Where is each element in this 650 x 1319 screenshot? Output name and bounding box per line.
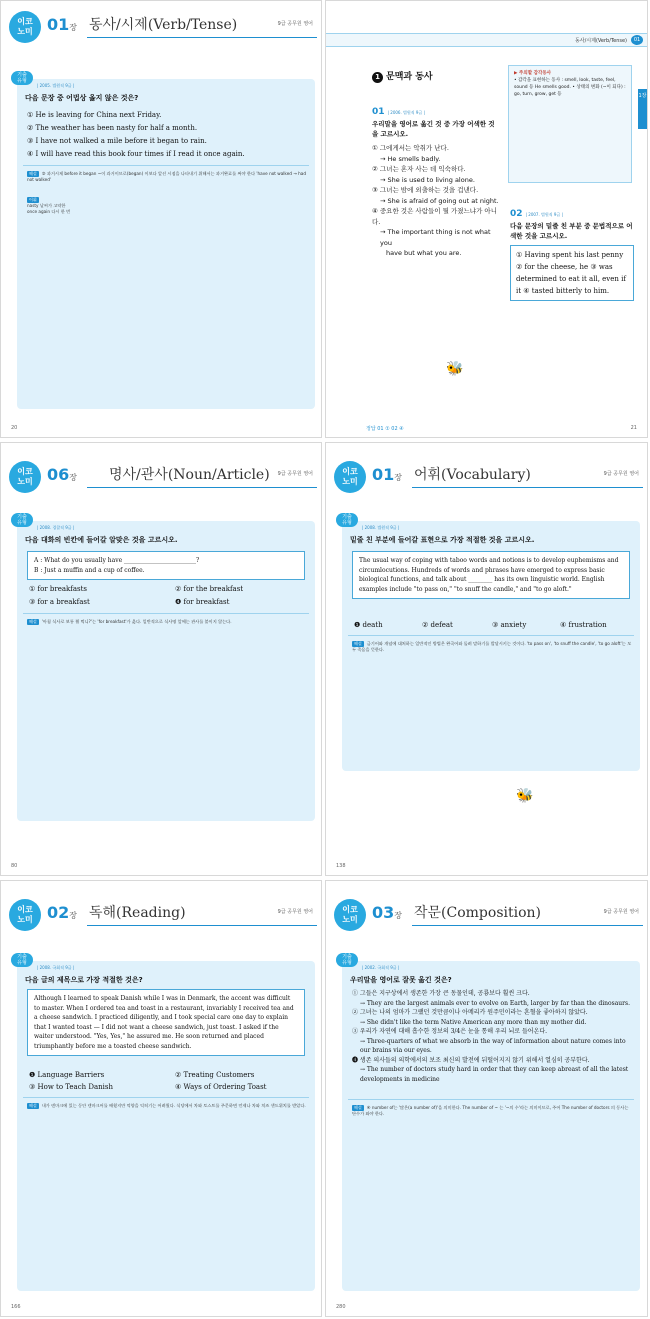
spread-3 — [0, 880, 650, 1317]
mascot-icon: 🐝 — [446, 361, 464, 377]
page-left-2 — [0, 442, 322, 876]
chapter-tag: 9급 공무원 영어 — [603, 471, 639, 477]
running-header-title: 동사/시제(Verb/Tense) — [574, 38, 627, 44]
option-2: ② Treating Customers — [175, 1071, 255, 1079]
passage-box: Although I learned to speak Danish while I was in Denmark, the accent was difficult to master. When I ordered tea and toast in a restaurant, invariably I received tea and a cheese sandwich. I practiced diligently, and I took special care one day to explain that I wanted toast — I did not want a cheese sandwich, just toast. I asked if the waiter understood. "Yes, Yes," he assured me. He soon returned and placed triumphantly before me a toasted cheese sandwich. — [27, 989, 305, 1056]
mini-badge: 기출 유형 — [11, 71, 33, 85]
mini-badge: 기출 유형 — [336, 513, 358, 527]
question-prompt: 다음 글의 제목으로 가장 적절한 것은? — [25, 976, 143, 984]
chapter-title: 작문(Composition) — [414, 905, 541, 921]
chapter-title: 독해(Reading) — [89, 905, 186, 921]
question-prompt: 다음 문장 중 어법상 옳지 않은 것은? — [25, 94, 139, 102]
header-rule — [87, 487, 317, 488]
header-rule — [87, 925, 317, 926]
page-right-2 — [325, 442, 648, 876]
dialogue-box: A : What do you usually have ________________________? B : Just a muffin and a cup of coffee. — [27, 551, 305, 580]
side-tab[interactable]: 1장 — [638, 89, 647, 129]
mini-badge: 기출 유형 — [11, 953, 33, 967]
page-number: 20 — [11, 425, 18, 431]
ikonomi-badge: 이코 노미 — [9, 11, 41, 43]
page-number: 280 — [336, 1304, 346, 1310]
mini-badge: 기출 유형 — [11, 513, 33, 527]
ikonomi-badge: 이코 노미 — [334, 899, 366, 931]
q1-number: 01 | 2006. 법원직 9급 | — [372, 107, 425, 117]
explanation-text: 금기어와 개념에 대처하는 일반적인 방법은 완곡어와 돌려 말하기를 발달시키는 것이다. 'to pass on', 'to snuff the candle', 'to go aloft'는 모두 죽음을 뜻한다. — [352, 641, 632, 653]
separator — [23, 165, 309, 166]
vocab — [27, 197, 307, 216]
ikonomi-badge: 이코 노미 — [9, 461, 41, 493]
passage-box: The usual way of coping with taboo words and notions is to develop euphemisms and circumlocutions. Hundreds of words and phrases have emerged to express basic biological functions, and talk about ________ has its own linguistic world. English examples include "to pass on," "to snuff the candle," and "to go aloft." — [352, 551, 630, 599]
separator — [23, 613, 309, 614]
info-box — [508, 65, 632, 183]
chapter-header — [1, 451, 321, 491]
spread-2 — [0, 442, 650, 878]
chapter-tag: 9급 공무원 영어 — [277, 909, 313, 915]
header-rule — [87, 37, 317, 38]
problem-box — [17, 954, 315, 1291]
chapter-tag: 9급 공무원 영어 — [277, 21, 313, 27]
option-2: ② defeat — [422, 621, 453, 629]
running-header — [326, 33, 647, 47]
explanation-label: 해설 — [354, 641, 362, 646]
chapter-title: 어휘(Vocabulary) — [414, 467, 531, 483]
option-4: ④ frustration — [560, 621, 607, 629]
question-prompt: 우리말을 영어로 잘못 옮긴 것은? — [350, 976, 452, 984]
explanation — [352, 1105, 632, 1117]
explanation-text: '아침 식사로 보통 뭘 먹니?'는 'for breakfast'가 옳다. 일반적으로 식사명 앞에는 관사를 붙이지 않는다. — [41, 619, 232, 624]
q2-sentence: ① Having spent his last penny ② for the cheese, he ③ was determined to eat it all, even if it ④ tasted bitterly to him. — [510, 245, 634, 301]
page-number: 80 — [11, 863, 18, 869]
option-4: ❹ for breakfast — [175, 598, 230, 606]
question-source: | 2008. 국회직 9급 | — [37, 965, 75, 970]
question-prompt: 다음 대화의 빈칸에 들어갈 알맞은 것을 고르시오. — [25, 536, 178, 544]
section-number: 1 — [372, 72, 383, 83]
q2-prompt: 다음 문장의 밑줄 친 부분 중 문법적으로 어색한 것을 고르시오. — [510, 222, 633, 240]
chapter-number: 01장 — [47, 15, 77, 34]
info-box-title: ▶ 주의할 감각동사 — [514, 71, 552, 76]
page-number: 138 — [336, 863, 346, 869]
page-right-1 — [325, 0, 648, 438]
mascot-icon: 🐝 — [516, 788, 534, 804]
chapter-header — [326, 889, 647, 929]
q1-prompt: 우리말을 영어로 옮긴 것 중 가장 어색한 것을 고르시오. — [372, 120, 495, 138]
problem-box — [342, 514, 640, 771]
separator — [348, 635, 634, 636]
translation-items: ① 그들은 지구상에서 생존한 가장 큰 동물인데, 공룡보다 훨씬 크다. → They are the largest animals ever to evolve on Earth, larger by far than the dinosaurs. ② 그녀는 나의 엄마가 그랬던 것만큼이나 아메리카 원주민이라는 혼혈을 좋아하지 않았다. → She didn't like the term Native American any more than my mother did. ③ 우리가 자연에 대해 흡수한 정보의 3/4은 눈을 통해 우리 뇌로 들어온다. → Three-quarters of what we absorb in the way of information about nature comes into our brains via our eyes. ❹ 생존 의사들의 의학에서의 보조 최신의 발전에 뒤떨어지지 않기 위해서 열심히 공부한다. → The number of doctors study hard in order that they can keep abreast of all the latest developments in medicine — [352, 990, 630, 1083]
option-1: ① for breakfasts — [29, 585, 88, 593]
option-3: ③ I have not walked a mile before it began to rain. — [27, 137, 207, 145]
answer-footer: 정답 01 ① 02 ④ — [366, 426, 404, 432]
chapter-tag: 9급 공무원 영어 — [277, 471, 313, 477]
page-left-3 — [0, 880, 322, 1317]
question-prompt: 밑줄 친 부분에 들어갈 표현으로 가장 적절한 것을 고르시오. — [350, 536, 535, 544]
chapter-number: 01장 — [372, 465, 402, 484]
chapter-header — [1, 889, 321, 929]
separator — [23, 1097, 309, 1098]
header-rule — [412, 487, 643, 488]
problem-box — [342, 954, 640, 1291]
explanation-label: 해설 — [29, 1103, 37, 1108]
chapter-title: 명사/관사(Noun/Article) — [109, 467, 270, 483]
q1-items: ① 그에게서는 악취가 난다. → He smells badly. ② 그녀는 혼자 사는 데 익숙하다. → She is used to living alone. ③ 그녀는 밤에 외출하는 것을 겁낸다. → She is afraid of going out at night. ④ 중요한 것은 사람들이 뭘 가졌느냐가 아니다. → The important thing is not what you have but what you are. — [372, 144, 499, 257]
explanation — [27, 171, 307, 183]
chapter-number: 03장 — [372, 903, 402, 922]
explanation-label: 해설 — [29, 171, 37, 176]
page-badge: 01 — [631, 35, 643, 45]
vocab-label: 어휘 — [29, 197, 37, 202]
explanation-text: ③ 과거시제 before it began ~이 과거이므로(began) 이보다 앞선 시점을 나타내기 위해서는 과거완료를 써야 한다 'have not walked → had not walked' — [27, 171, 306, 183]
vocab-item: once again 다시 한 번 — [27, 209, 71, 215]
ikonomi-badge: 이코 노미 — [9, 899, 41, 931]
explanation — [352, 641, 632, 653]
problem-box — [17, 514, 315, 821]
explanation-text: 내가 덴마크에 있는 동안 덴마크어를 배웠지만 억양을 익히기는 어려웠다. 식당에서 차와 토스트를 주문하면 언제나 차와 치즈 샌드위치를 받았다. — [41, 1103, 306, 1108]
question-source: | 2005. 법원직 9급 | — [37, 83, 75, 88]
option-2: ② The weather has been nasty for half a month. — [27, 124, 198, 132]
page-number: 21 — [630, 425, 637, 431]
explanation-text: ④ number of는 '많은(a number of)'을 의미한다. The number of ~ 는 '~의 수'라는 의미이므로, 주어 The number of doctors 의 동사는 단수가 와야 한다. — [352, 1105, 629, 1117]
chapter-header — [326, 451, 647, 491]
ikonomi-badge: 이코 노미 — [334, 461, 366, 493]
q2-number: 02 | 2007. 법원직 9급 | — [510, 209, 563, 219]
separator — [348, 1099, 634, 1100]
option-3: ③ How to Teach Danish — [29, 1083, 114, 1091]
option-1: ❶ Language Barriers — [29, 1071, 105, 1079]
option-4: ④ I will have read this book four times if I read it once again. — [27, 150, 245, 158]
option-4: ④ Ways of Ordering Toast — [175, 1083, 267, 1091]
page-number: 166 — [11, 1304, 21, 1310]
section-title: 1 문맥과 동사 — [372, 69, 433, 83]
header-rule — [412, 925, 643, 926]
option-1: ① He is leaving for China next Friday. — [27, 111, 162, 119]
problem-box — [17, 72, 315, 409]
chapter-number: 02장 — [47, 903, 77, 922]
spread-1 — [0, 0, 650, 440]
option-3: ③ anxiety — [492, 621, 527, 629]
explanation — [27, 1103, 307, 1109]
chapter-title: 동사/시제(Verb/Tense) — [89, 17, 238, 33]
chapter-header — [1, 1, 321, 41]
mini-badge: 기출 유형 — [336, 953, 358, 967]
info-box-text: • 감각을 표현하는 동사 : smell, look, taste, feel, sound 등 He smells good. • 상태의 변화 (~이 되다) : go, turn, grow, get 등 — [514, 78, 626, 97]
explanation-label: 해설 — [29, 619, 37, 624]
page-left-1 — [0, 0, 322, 438]
question-source: | 2008. 경찰직 9급 | — [37, 525, 75, 530]
option-3: ③ for a breakfast — [29, 598, 90, 606]
option-2: ② for the breakfast — [175, 585, 244, 593]
question-source: | 2008. 법원직 9급 | — [362, 525, 400, 530]
chapter-tag: 9급 공무원 영어 — [603, 909, 639, 915]
explanation-label: 해설 — [354, 1105, 362, 1110]
option-1: ❶ death — [354, 621, 383, 629]
page-right-3 — [325, 880, 648, 1317]
vocab-item: nasty 날씨가 고약한 — [27, 203, 66, 209]
chapter-number: 06장 — [47, 465, 77, 484]
question-source: | 2002. 국회직 9급 | — [362, 965, 400, 970]
explanation — [27, 619, 307, 625]
